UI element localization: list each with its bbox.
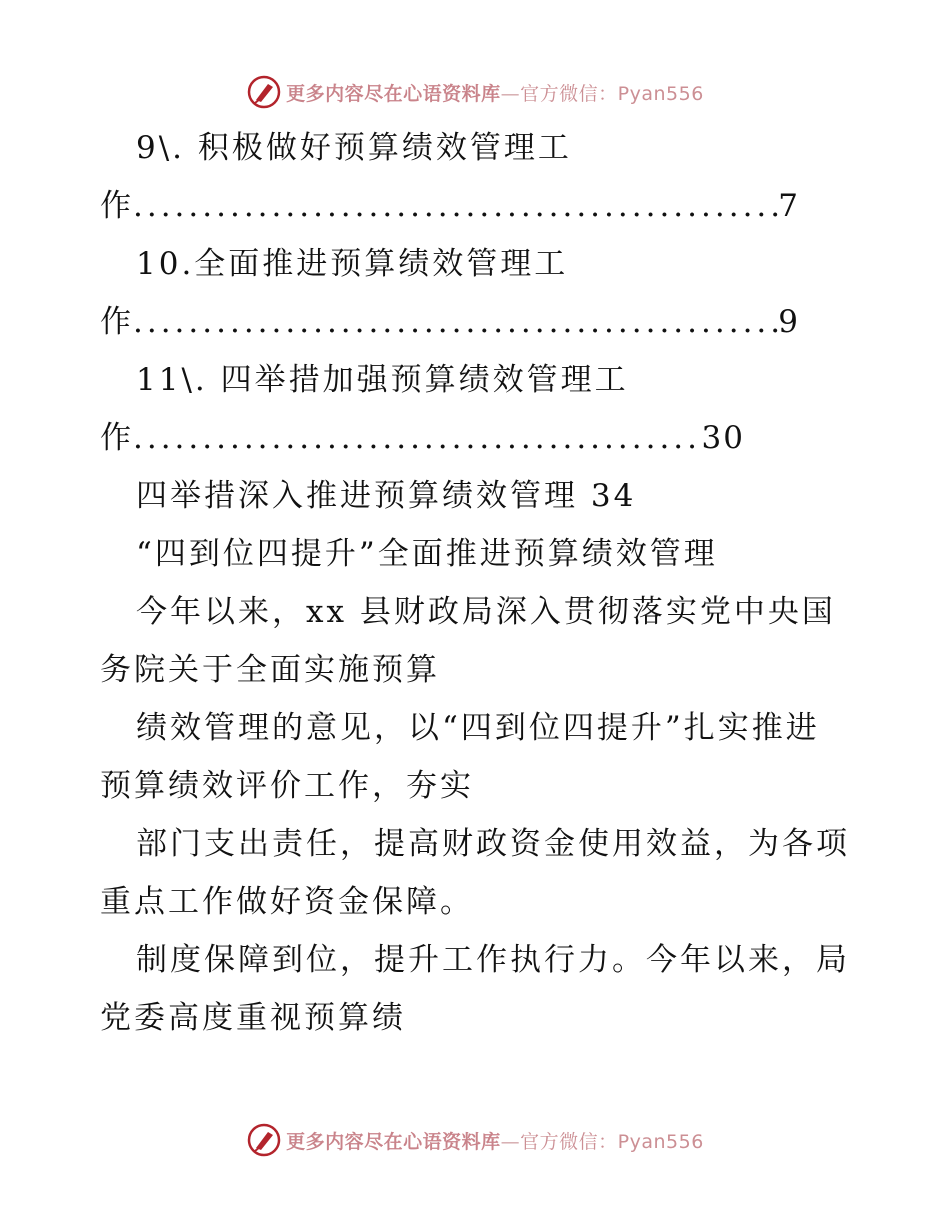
toc-entry-title: 9\. 积极做好预算绩效管理工 bbox=[136, 130, 572, 166]
toc-entry-title: 10.全面推进预算绩效管理工 bbox=[136, 246, 569, 282]
quill-logo-icon bbox=[246, 74, 282, 110]
body-line: 预算绩效评价工作，夯实 bbox=[100, 768, 474, 804]
body-line: 今年以来，xx 县财政局深入贯彻落实党中央国 bbox=[136, 594, 836, 630]
banner-dash: — bbox=[500, 82, 521, 105]
article-title: “四到位四提升”全面推进预算绩效管理 bbox=[136, 536, 718, 572]
toc-entry-leader bbox=[100, 302, 800, 342]
body-line: 务院关于全面实施预算 bbox=[100, 652, 440, 688]
toc-page-number: 30 bbox=[701, 420, 745, 456]
toc-dot-leader bbox=[133, 302, 778, 342]
footer-banner bbox=[0, 1120, 950, 1160]
banner-wechat-text: 官方微信：Pyan556 bbox=[520, 82, 704, 105]
banner-wechat-text: 官方微信：Pyan556 bbox=[520, 1130, 704, 1153]
toc-entry-continuation: 作 bbox=[100, 188, 133, 224]
body-line: 制度保障到位，提升工作执行力。今年以来，局 bbox=[136, 942, 850, 978]
body-line: 部门支出责任，提高财政资金使用效益，为各项 bbox=[136, 826, 850, 862]
toc-entry-leader bbox=[100, 186, 800, 226]
toc-plain-entry: 四举措深入推进预算绩效管理 34 bbox=[136, 478, 637, 514]
toc-page-number: 7 bbox=[778, 188, 800, 224]
toc-dot-leader bbox=[133, 418, 702, 458]
header-banner bbox=[0, 72, 950, 112]
toc-entry-continuation: 作 bbox=[100, 420, 133, 456]
banner-dash: — bbox=[500, 1130, 521, 1153]
body-line: 党委高度重视预算绩 bbox=[100, 1000, 406, 1036]
banner-main-text: 更多内容尽在心语资料库 bbox=[286, 82, 501, 105]
toc-page-number: 9 bbox=[778, 304, 800, 340]
banner-main-text: 更多内容尽在心语资料库 bbox=[286, 1130, 501, 1153]
quill-logo-icon bbox=[246, 1122, 282, 1158]
body-line: 重点工作做好资金保障。 bbox=[100, 884, 474, 920]
toc-entry-continuation: 作 bbox=[100, 304, 133, 340]
toc-entry-title: 11\. 四举措加强预算绩效管理工 bbox=[136, 362, 629, 398]
toc-dot-leader bbox=[133, 186, 778, 226]
toc-entry-leader bbox=[100, 418, 745, 458]
body-line: 绩效管理的意见，以“四到位四提升”扎实推进 bbox=[136, 710, 820, 746]
